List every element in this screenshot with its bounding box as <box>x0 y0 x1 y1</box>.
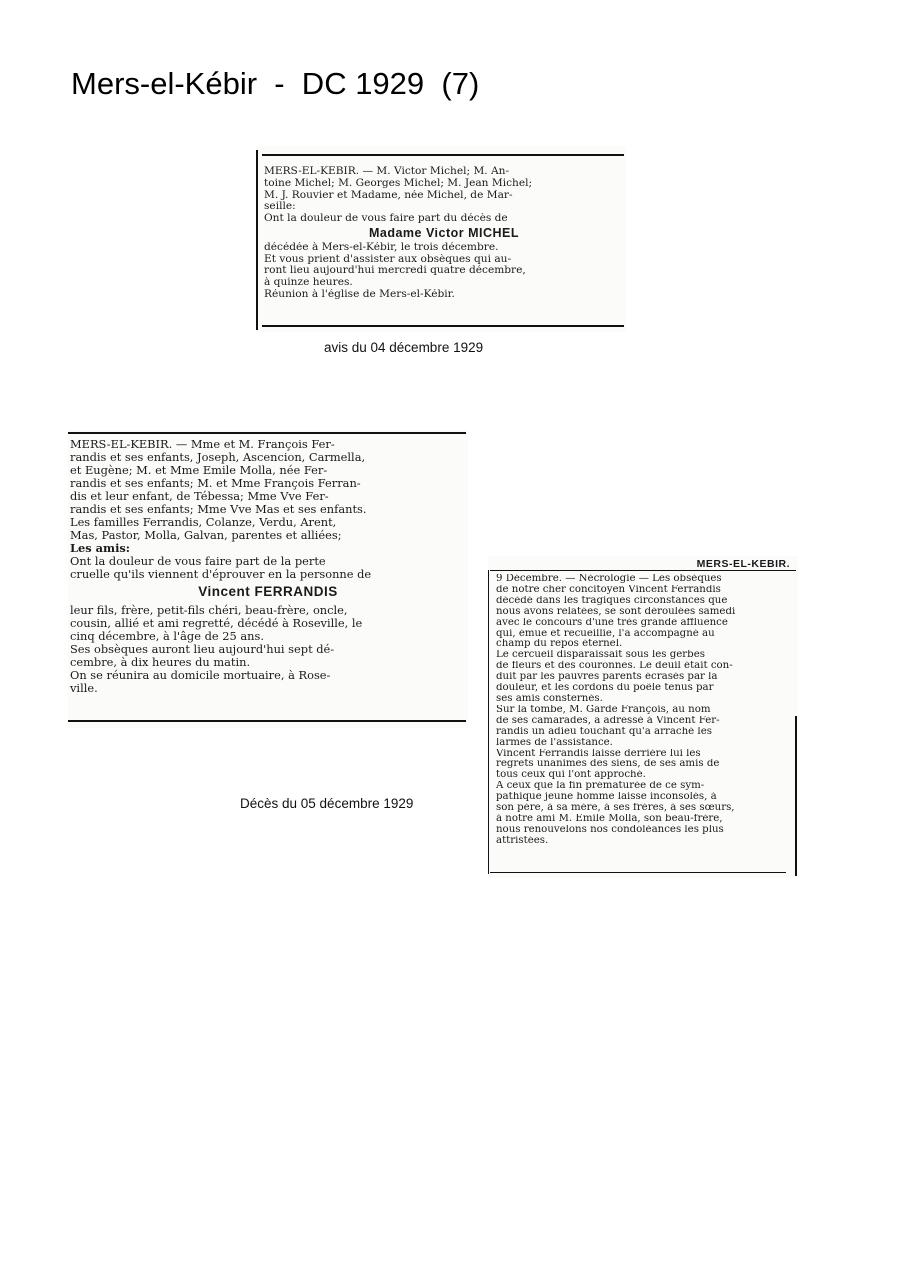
caption-avis: avis du 04 décembre 1929 <box>324 340 484 355</box>
text-line: Le cercueil disparaissait sous les gerbes <box>496 650 705 661</box>
deceased-name: Vincent FERRANDIS <box>198 585 338 598</box>
text-line: son père, à sa mère, à ses frères, à ses sœurs, <box>496 803 735 814</box>
text-line: champ du repos éternel. <box>496 639 623 650</box>
text-line: nous avons relatées, se sont déroulées samedi <box>496 606 736 617</box>
text-line: larmes de l'assistance. <box>496 737 613 748</box>
notice-text <box>264 166 624 301</box>
clipping-top-rule <box>262 154 624 156</box>
text-line: regrets unanimes des siens, de ses amis de <box>496 759 720 770</box>
text-line: de fleurs et des couronnes. Le deuil était con- <box>496 661 733 672</box>
text-line: MERS-EL-KEBIR. — M. Victor Michel; M. An- <box>264 166 510 177</box>
text-line: randis et ses enfants, Joseph, Ascencion, Carmella, <box>70 451 366 464</box>
text-line: avec le concours d'une très grande affluence <box>496 617 728 628</box>
text-line: ville. <box>70 682 98 695</box>
newspaper-clipping-necrologie <box>488 556 798 878</box>
text-line: pathique jeune homme laisse inconsolés, à <box>496 792 717 803</box>
text-line: Les familles Ferrandis, Colanze, Verdu, Arent, <box>70 516 337 529</box>
text-line: randis un adieu touchant qu'a arraché les <box>496 726 712 737</box>
clipping-right-rule <box>795 716 797 876</box>
clipping-header: MERS-EL-KEBIR. <box>696 558 790 570</box>
text-line: ront lieu aujourd'hui mercredi quatre décembre, <box>264 265 526 277</box>
text-line: nous renouvelons nos condoléances les plus <box>496 824 724 835</box>
text-line: Et vous prient d'assister aux obsèques qui au- <box>264 253 512 265</box>
deceased-name: Madame Victor MICHEL <box>368 227 520 240</box>
clipping-top-rule <box>68 432 466 434</box>
text-line: seille: <box>264 201 296 213</box>
text-line: qui, émue et recueillie, l'a accompagné au <box>496 628 715 639</box>
clipping-bottom-rule <box>490 872 786 873</box>
clipping-bottom-rule <box>68 720 466 722</box>
text-line: ses amis consternés. <box>496 693 603 704</box>
text-line: décédée à Mers-el-Kébir, le trois décembre. <box>264 241 499 253</box>
text-line: Les amis: <box>70 542 131 555</box>
text-line: Vincent Ferrandis laisse derrière lui les <box>496 748 701 759</box>
text-line: Ses obsèques auront lieu aujourd'hui sept dé- <box>70 643 335 656</box>
text-line: de notre cher concitoyen Vincent Ferrandis <box>496 584 721 595</box>
text-line: décédé dans les tragiques circonstances que <box>496 595 728 606</box>
clipping-left-rule <box>488 570 489 874</box>
clipping-top-rule <box>490 570 796 571</box>
text-line: cousin, allié et ami regretté, décédé à Roseville, le <box>70 617 363 630</box>
text-line: Mas, Pastor, Molla, Galvan, parentes et alliées; <box>70 529 342 542</box>
text-line: toine Michel; M. Georges Michel; M. Jean Michel; <box>264 177 533 189</box>
text-line: Ont la douleur de vous faire part de la perte <box>70 555 326 568</box>
text-line: à quinze heures. <box>264 277 353 289</box>
newspaper-clipping-ferrandis-avis <box>68 430 468 728</box>
caption-deces: Décès du 05 décembre 1929 <box>240 796 414 811</box>
text-line: cinq décembre, à l'âge de 25 ans. <box>70 630 264 643</box>
page-title: Mers-el-Kébir - DC 1929 (7) <box>71 66 480 101</box>
notice-text <box>70 438 466 695</box>
text-line: de ses camarades, a adressé à Vincent Fer- <box>496 715 720 726</box>
text-line: Ont la douleur de vous faire part du décès de <box>264 213 508 225</box>
text-line: duit par les pauvres parents écrasés par la <box>496 672 718 683</box>
text-line: On se réunira au domicile mortuaire, à Rose- <box>70 669 331 682</box>
text-line: MERS-EL-KEBIR. — Mme et M. François Fer- <box>70 438 335 451</box>
newspaper-clipping-michel <box>256 146 626 332</box>
text-line: et Eugène; M. et Mme Emile Molla, née Fer- <box>70 464 328 477</box>
text-line: leur fils, frère, petit-fils chéri, beau-frère, oncle, <box>70 604 348 617</box>
text-line: M. J. Rouvier et Madame, née Michel, de Mar- <box>264 189 513 201</box>
text-line: Réunion à l'église de Mers-el-Kébir. <box>264 288 455 300</box>
text-line: cembre, à dix heures du matin. <box>70 656 251 669</box>
clipping-bottom-rule <box>262 325 624 327</box>
text-line: attristées. <box>496 835 549 846</box>
text-line: A ceux que la fin prématurée de ce sym- <box>496 781 705 792</box>
text-line: dis et leur enfant, de Tébessa; Mme Vve Fer- <box>70 490 329 503</box>
text-line: Sur la tombe, M. Garde François, au nom <box>496 704 711 715</box>
text-line: tous ceux qui l'ont approché. <box>496 770 646 781</box>
text-line: douleur, et les cordons du poêle tenus par <box>496 683 714 694</box>
clipping-left-rule <box>256 150 258 330</box>
text-line: cruelle qu'ils viennent d'éprouver en la personne de <box>70 568 372 581</box>
article-text <box>496 574 792 847</box>
text-line: randis et ses enfants; M. et Mme François Ferran- <box>70 477 361 490</box>
text-line: à notre ami M. Emile Molla, son beau-frère, <box>496 813 723 824</box>
text-line: randis et ses enfants; Mme Vve Mas et ses enfants. <box>70 503 367 516</box>
text-line: 9 Décembre. — Nécrologie — Les obsèques <box>496 574 722 584</box>
